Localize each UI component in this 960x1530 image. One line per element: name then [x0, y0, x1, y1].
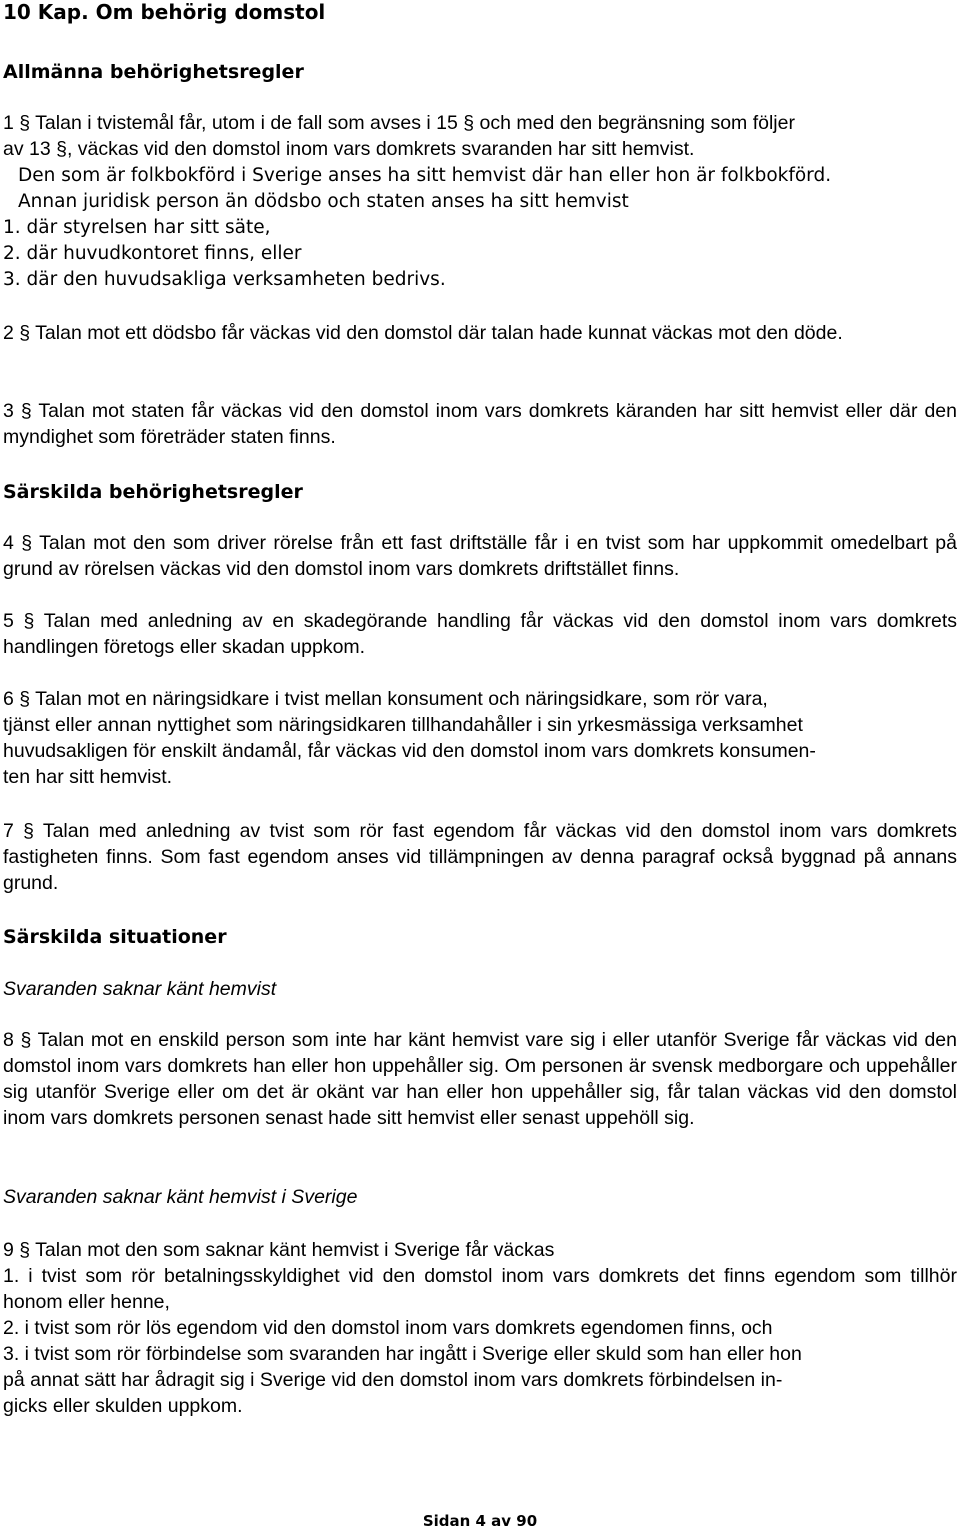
heading-special-situations: Särskilda situationer [3, 926, 227, 948]
section-1-folkbokford: Den som är folkbokförd i Sverige anses ha sitt hemvist där han eller hon är folkbokförd. [18, 165, 832, 186]
section-6 [3, 686, 957, 790]
section-6-line: huvudsakligen för enskilt ändamål, får väckas vid den domstol inom vars domkrets konsumen- [3, 740, 816, 762]
section-9-intro: 9 § Talan mot den som saknar känt hemvist i Sverige får väckas [3, 1239, 555, 1261]
section-5: 5 § Talan med anledning av en skadegörande handling får väckas vid den domstol inom vars domkrets handlingen företogs eller skadan uppkom. [3, 610, 957, 658]
section-1-line: 1 § Talan i tvistemål får, utom i de fall som avses i 15 § och med den begränsning som följer [3, 112, 795, 134]
section-1 [3, 110, 957, 162]
chapter-title: 10 Kap. Om behörig domstol [3, 0, 326, 24]
section-3: 3 § Talan mot staten får väckas vid den domstol inom vars domkrets käranden har sitt hemvist eller där den myndighet som företräder staten finns. [3, 400, 957, 448]
heading-special-rules: Särskilda behörighetsregler [3, 481, 303, 503]
page-footer: Sidan 4 av 90 [422, 1512, 538, 1530]
section-6-line: tjänst eller annan nyttighet som näringsidkaren tillhandahåller i sin yrkesmässiga verksamhet [3, 714, 803, 736]
section-7: 7 § Talan med anledning av tvist som rör fast egendom får väckas vid den domstol inom vars domkrets fastigheten finns. Som fast egendom anses vid tillämpningen av denna paragraf också byggnad på annans grund. [3, 820, 957, 894]
section-6-line: ten har sitt hemvist. [3, 766, 173, 788]
subheading-no-known-home: Svaranden saknar känt hemvist [3, 978, 277, 1000]
heading-general-rules: Allmänna behörighetsregler [3, 61, 304, 83]
section-9 [3, 1237, 957, 1419]
list-item: 1. i tvist som rör betalningsskyldighet vid den domstol inom vars domkrets det finns egendom som tillhör honom eller henne, [3, 1265, 957, 1313]
subheading-no-known-home-sweden: Svaranden saknar känt hemvist i Sverige [3, 1186, 358, 1208]
section-2: 2 § Talan mot ett dödsbo får väckas vid den domstol där talan hade kunnat väckas mot den döde. [3, 322, 843, 344]
section-8: 8 § Talan mot en enskild person som inte har känt hemvist vare sig i eller utanför Sverige får väckas vid den domstol inom vars domkrets han eller hon uppehåller sig. Om personen är svensk medborgare och uppehåller sig utanför Sverige eller om det är okänt var han eller hon uppehåller sig, får talan väckas vid den domstol inom vars domkrets personen senast hade sitt hemvist eller senast uppehöll sig. [3, 1029, 957, 1129]
section-1-juridisk-person: Annan juridisk person än dödsbo och staten anses ha sitt hemvist [18, 191, 629, 212]
section-4: 4 § Talan mot den som driver rörelse från ett fast driftställe får i en tvist som har uppkommit omedelbart på grund av rörelsen väckas vid den domstol inom vars domkrets driftstället finns. [3, 532, 957, 580]
section-1-line: av 13 §, väckas vid den domstol inom vars domkrets svaranden har sitt hemvist. [3, 138, 695, 160]
section-1-details [3, 163, 957, 293]
list-item: 2. där huvudkontoret finns, eller [3, 243, 302, 264]
list-item-line: gicks eller skulden uppkom. [3, 1395, 243, 1417]
list-item: 2. i tvist som rör lös egendom vid den domstol inom vars domkrets egendomen finns, och [3, 1317, 773, 1339]
list-item-line: på annat sätt har ådragit sig i Sverige vid den domstol inom vars domkrets förbindelsen in- [3, 1369, 783, 1391]
list-item: 1. där styrelsen har sitt säte, [3, 217, 271, 238]
section-6-line: 6 § Talan mot en näringsidkare i tvist mellan konsument och näringsidkare, som rör vara, [3, 688, 768, 710]
list-item: 3. där den huvudsakliga verksamheten bedrivs. [3, 269, 446, 290]
list-item-line: 3. i tvist som rör förbindelse som svaranden har ingått i Sverige eller skuld som han eller hon [3, 1343, 802, 1365]
